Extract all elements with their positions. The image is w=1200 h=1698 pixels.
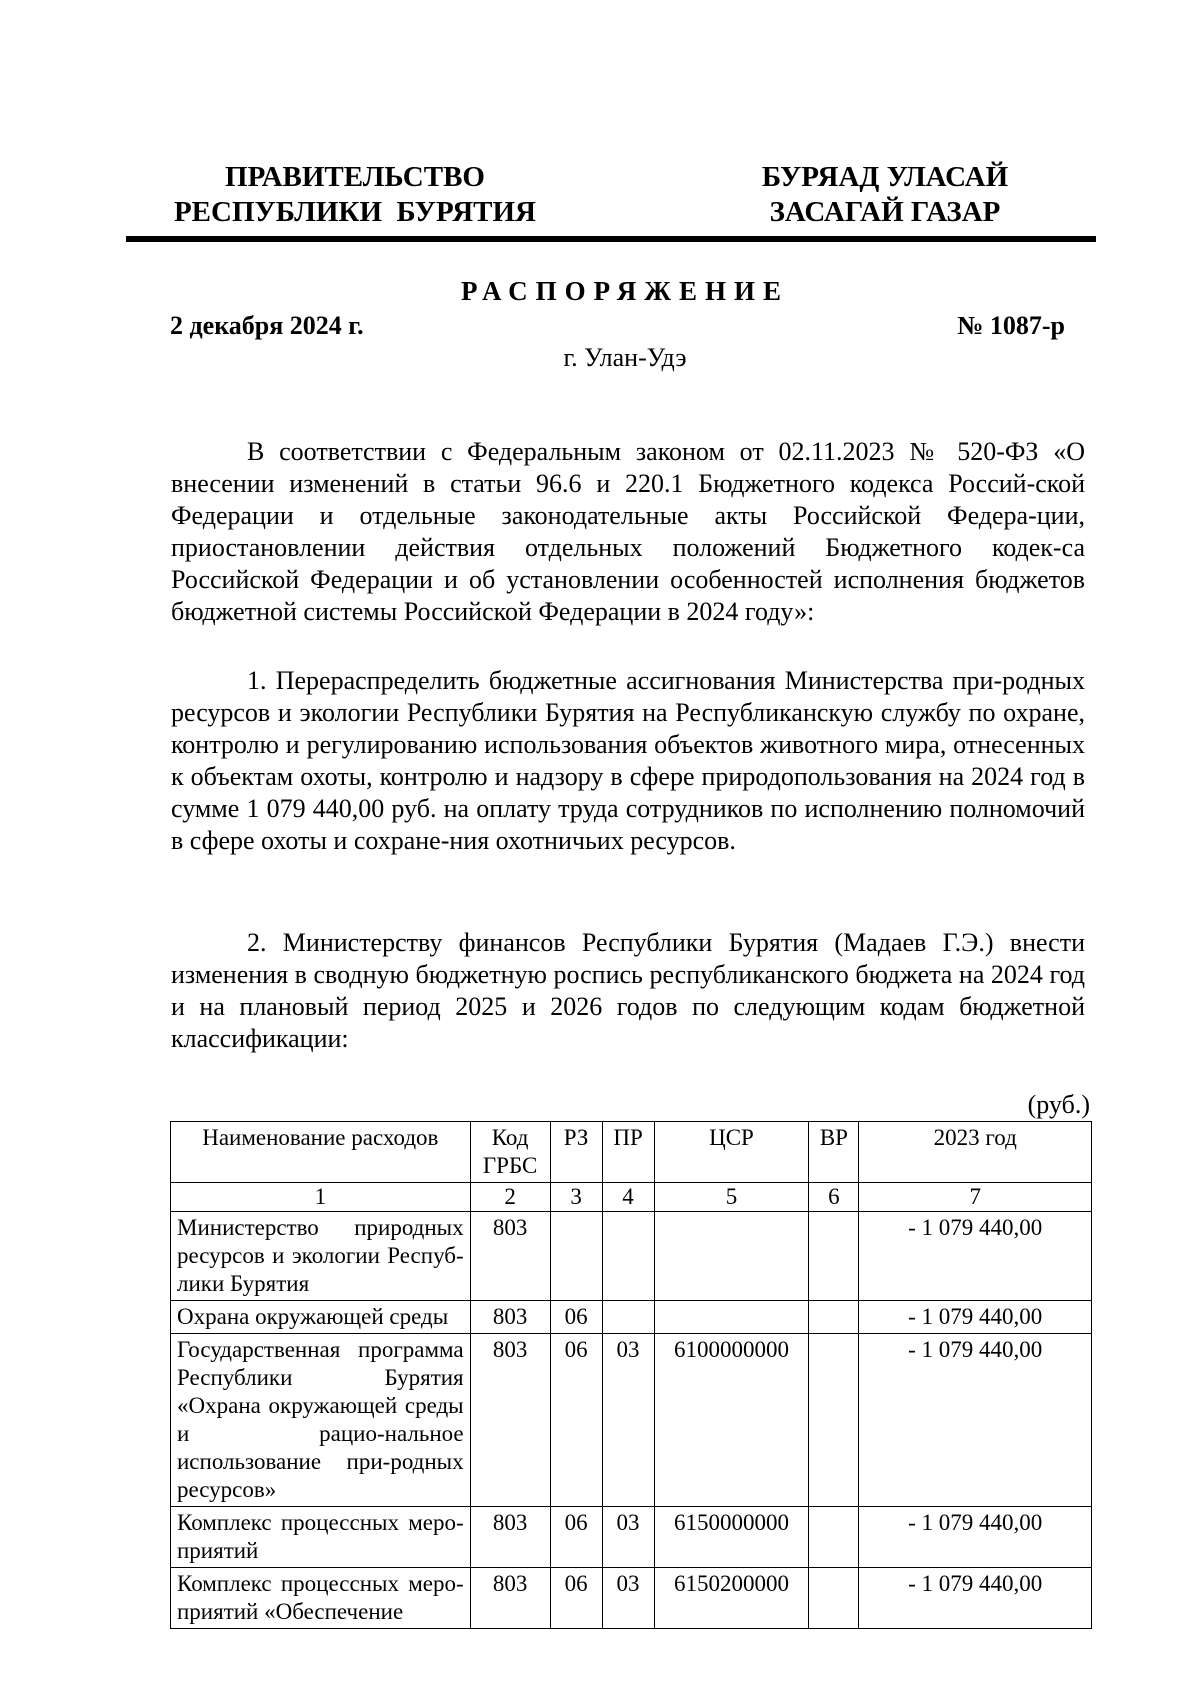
row-pr: 03 [602, 1334, 654, 1507]
row-amount: - 1 079 440,00 [859, 1334, 1092, 1507]
table-header-row [171, 1122, 1092, 1183]
header-divider [126, 236, 1096, 242]
header-vr: ВР [809, 1122, 859, 1183]
row-grbs: 803 [470, 1301, 550, 1334]
document-number: № 1087-р [957, 311, 1065, 340]
header-rz: РЗ [550, 1122, 602, 1183]
column-number: 4 [602, 1183, 654, 1212]
row-name: Государственная программа Республики Бурятия «Охрана окружающей среды и рацио-нальное использование при-родных ресурсов» [171, 1334, 471, 1507]
row-grbs: 803 [470, 1568, 550, 1629]
column-number: 7 [859, 1183, 1092, 1212]
row-name: Комплекс процессных меро-приятий «Обеспечение [171, 1568, 471, 1629]
row-pr: 03 [602, 1507, 654, 1568]
header-right-line1: БУРЯАД УЛАСАЙ [761, 161, 1009, 193]
document-city: г. Улан-Удэ [563, 343, 687, 372]
header-left-line2: РЕСПУБЛИКИ БУРЯТИЯ [173, 196, 537, 228]
row-rz: 06 [550, 1507, 602, 1568]
header-right-line2: ЗАСАГАЙ ГАЗАР [769, 196, 1001, 228]
table-row [171, 1568, 1092, 1629]
header-left-line1: ПРАВИТЕЛЬСТВО [225, 161, 485, 193]
document-date: 2 декабря 2024 г. [170, 311, 364, 340]
column-number: 2 [470, 1183, 550, 1212]
item-2-paragraph: 2. Министерству финансов Республики Бурятия (Мадаев Г.Э.) внести изменения в сводную бюджетную роспись республиканского бюджета на 2024 год и на плановый период 2025 и 2026 годов по следующим кодам бюджетной классификации: [171, 928, 1085, 1053]
document-title: РАСПОРЯЖЕНИЕ [460, 276, 790, 306]
header-right [720, 160, 1050, 230]
column-number: 6 [809, 1183, 859, 1212]
table-row [171, 1212, 1092, 1301]
row-name: Комплекс процессных меро-приятий [171, 1507, 471, 1568]
header-left [170, 160, 540, 230]
row-rz: 06 [550, 1568, 602, 1629]
row-vr [809, 1301, 859, 1334]
column-number: 1 [171, 1183, 471, 1212]
table-row [171, 1301, 1092, 1334]
table-row [171, 1334, 1092, 1507]
row-name: Охрана окружающей среды [171, 1301, 471, 1334]
row-amount: - 1 079 440,00 [859, 1507, 1092, 1568]
item-1-paragraph: 1. Перераспределить бюджетные ассигнования Министерства при-родных ресурсов и экологии Республики Бурятия на Республиканскую службу по охране, контролю и регулированию использования объектов животного мира, отнесенных к объектам охоты, контролю и надзору в сфере природопользования на 2024 год в сумме 1 079 440,00 руб. на оплату труда сотрудников по исполнению полномочий в сфере охоты и сохране-ния охотничьих ресурсов. [171, 666, 1085, 855]
row-csr: 6100000000 [654, 1334, 809, 1507]
row-rz: 06 [550, 1301, 602, 1334]
row-pr [602, 1301, 654, 1334]
column-number: 5 [654, 1183, 809, 1212]
row-rz: 06 [550, 1334, 602, 1507]
row-vr [809, 1212, 859, 1301]
row-csr [654, 1301, 809, 1334]
row-csr: 6150200000 [654, 1568, 809, 1629]
row-csr: 6150000000 [654, 1507, 809, 1568]
row-amount: - 1 079 440,00 [859, 1568, 1092, 1629]
column-number: 3 [550, 1183, 602, 1212]
header-name: Наименование расходов [171, 1122, 471, 1183]
header-grbs: Код ГРБС [470, 1122, 550, 1183]
budget-codes-table [170, 1121, 1092, 1629]
row-grbs: 803 [470, 1212, 550, 1301]
row-rz [550, 1212, 602, 1301]
row-vr [809, 1334, 859, 1507]
row-vr [809, 1568, 859, 1629]
header-csr: ЦСР [654, 1122, 809, 1183]
row-grbs: 803 [470, 1334, 550, 1507]
currency-unit: (руб.) [1027, 1090, 1090, 1119]
row-amount: - 1 079 440,00 [859, 1212, 1092, 1301]
header-pr: ПР [602, 1122, 654, 1183]
row-pr [602, 1212, 654, 1301]
row-csr [654, 1212, 809, 1301]
table-row [171, 1507, 1092, 1568]
header-year: 2023 год [859, 1122, 1092, 1183]
preamble-paragraph: В соответствии с Федеральным законом от 02.11.2023 № 520-ФЗ «О внесении изменений в статьи 96.6 и 220.1 Бюджетного кодекса Россий-ской Федерации и отдельные законодательные акты Российской Федера-ции, приостановлении действия отдельных положений Бюджетного кодек-са Российской Федерации и об установлении особенностей исполнения бюджетов бюджетной системы Российской Федерации в 2024 году»: [171, 437, 1085, 626]
row-vr [809, 1507, 859, 1568]
row-amount: - 1 079 440,00 [859, 1301, 1092, 1334]
row-pr: 03 [602, 1568, 654, 1629]
row-name: Министерство природных ресурсов и экологии Респуб-лики Бурятия [171, 1212, 471, 1301]
row-grbs: 803 [470, 1507, 550, 1568]
column-number-row [171, 1183, 1092, 1212]
